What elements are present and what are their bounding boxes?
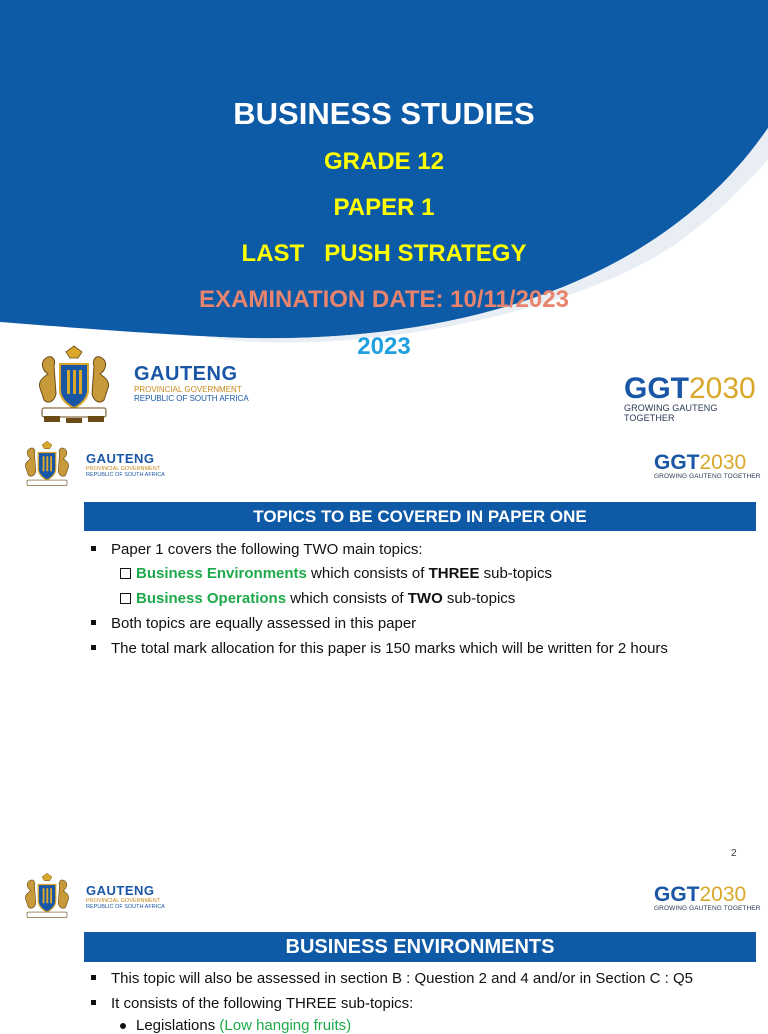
coat-of-arms-icon bbox=[14, 872, 80, 922]
ggt-year: 2030 bbox=[699, 883, 747, 906]
coat-of-arms-icon bbox=[22, 344, 126, 424]
sub-bullet-item: Legislations (Low hanging fruits) bbox=[120, 1017, 351, 1034]
ggt2030-logo bbox=[624, 374, 768, 424]
ggt2030-logo bbox=[654, 452, 761, 480]
gauteng-subtitle: PROVINCIAL GOVERNMENT bbox=[86, 897, 161, 904]
gauteng-name: GAUTENG bbox=[134, 363, 238, 386]
bullet-square-icon bbox=[91, 975, 96, 980]
ggt-year: 2030 bbox=[689, 372, 756, 405]
sub-bullet-item: Business Operations which consists of TWO sub-topics bbox=[120, 590, 515, 607]
bullet-square-icon bbox=[91, 645, 96, 650]
ggt-text: GGT bbox=[654, 451, 700, 474]
gauteng-name: GAUTENG bbox=[86, 450, 155, 466]
bullet-item: This topic will also be assessed in section B : Question 2 and 4 and/or in Section C : Q5 bbox=[91, 970, 693, 987]
bullet-square-icon bbox=[91, 546, 96, 551]
bullet-circle-icon bbox=[120, 1023, 126, 1029]
bullet-square-icon bbox=[91, 620, 96, 625]
ggt-tagline: GROWING GAUTENG TOGETHER bbox=[654, 905, 761, 912]
gauteng-country: REPUBLIC OF SOUTH AFRICA bbox=[86, 904, 165, 910]
slide-heading: BUSINESS ENVIRONMENTS bbox=[84, 932, 756, 962]
coat-of-arms-icon bbox=[14, 440, 80, 490]
page-number: 2 bbox=[731, 848, 737, 859]
gauteng-country: REPUBLIC OF SOUTH AFRICA bbox=[86, 472, 165, 478]
gauteng-logo bbox=[14, 440, 165, 490]
year-label: 2023 bbox=[357, 333, 411, 360]
ggt2030-logo bbox=[654, 884, 761, 912]
exam-date: EXAMINATION DATE: 10/11/2023 bbox=[199, 286, 569, 313]
ggt-text: GGT bbox=[654, 883, 700, 906]
ggt-year: 2030 bbox=[699, 451, 747, 474]
grade-label: GRADE 12 bbox=[323, 148, 445, 175]
bullet-item: Paper 1 covers the following TWO main topics: bbox=[91, 541, 423, 558]
title-slide bbox=[0, 0, 768, 432]
slide-heading: TOPICS TO BE COVERED IN PAPER ONE bbox=[84, 502, 756, 531]
bullet-item: It consists of the following THREE sub-topics: bbox=[91, 995, 413, 1012]
gauteng-logo bbox=[22, 344, 249, 424]
bullet-item: Both topics are equally assessed in this paper bbox=[91, 615, 416, 632]
gauteng-name: GAUTENG bbox=[86, 882, 155, 898]
ggt-tagline: GROWING GAUTENG TOGETHER bbox=[654, 473, 761, 480]
topics-slide bbox=[0, 432, 768, 864]
slide-title: BUSINESS STUDIES bbox=[233, 96, 535, 131]
ggt-text: GGT bbox=[624, 372, 689, 405]
paper-label: PAPER 1 bbox=[333, 194, 435, 221]
strategy-label: LAST PUSH STRATEGY bbox=[241, 240, 527, 267]
ggt-tagline: GROWING GAUTENG TOGETHER bbox=[624, 403, 718, 423]
checkbox-square-icon bbox=[120, 568, 131, 579]
gauteng-subtitle: PROVINCIAL GOVERNMENT bbox=[134, 385, 242, 395]
bullet-square-icon bbox=[91, 1000, 96, 1005]
gauteng-subtitle: PROVINCIAL GOVERNMENT bbox=[86, 465, 161, 472]
bullet-item: The total mark allocation for this paper is 150 marks which will be written for 2 hours bbox=[91, 640, 668, 657]
sub-bullet-item: Business Environments which consists of THREE sub-topics bbox=[120, 565, 552, 582]
gauteng-country: REPUBLIC OF SOUTH AFRICA bbox=[134, 394, 249, 403]
business-environments-slide bbox=[0, 864, 768, 1034]
checkbox-square-icon bbox=[120, 593, 131, 604]
gauteng-logo bbox=[14, 872, 165, 922]
